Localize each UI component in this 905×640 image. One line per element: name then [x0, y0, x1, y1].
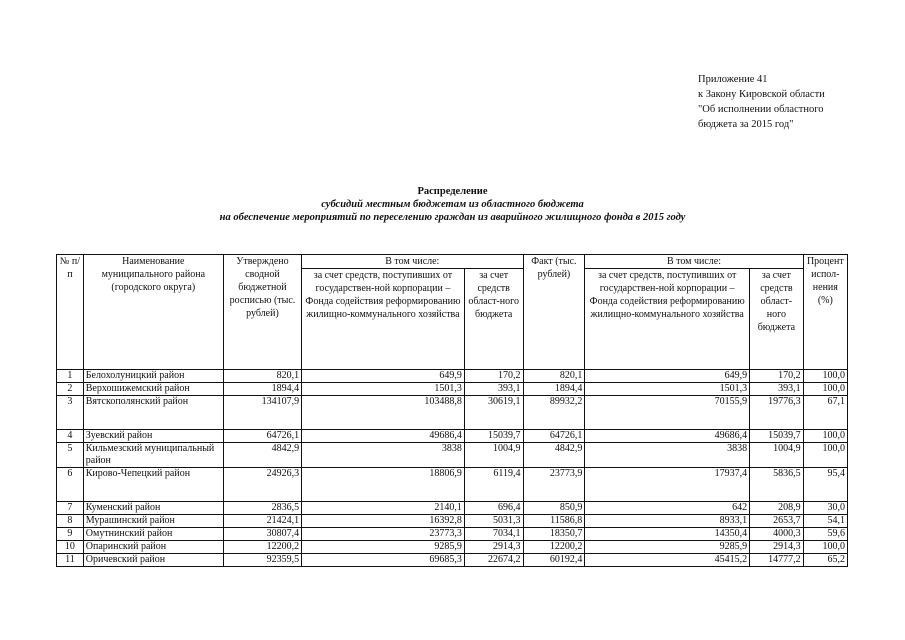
heading-title: Распределение — [417, 186, 488, 197]
col-header-approved: Утверждено сводной бюджетной росписью (тыс. рублей) — [223, 255, 301, 370]
cell-num: 11 — [57, 554, 84, 567]
table-row — [57, 383, 848, 396]
cell-approved: 4842,9 — [223, 443, 301, 468]
col-header-fund-actual: за счет средств, поступивших от государствен-ной корпорации – Фонда содействия реформированию жилищно-коммунального хозяйства — [585, 269, 750, 370]
cell-approved: 64726,1 — [223, 430, 301, 443]
cell-regional-approved: 696,4 — [464, 502, 523, 515]
cell-percent: 65,2 — [803, 554, 847, 567]
cell-percent: 100,0 — [803, 370, 847, 383]
cell-fund-actual: 642 — [585, 502, 750, 515]
cell-approved: 30807,4 — [223, 528, 301, 541]
cell-regional-actual: 19776,3 — [750, 396, 804, 430]
cell-approved: 24926,3 — [223, 468, 301, 502]
cell-regional-actual: 170,2 — [750, 370, 804, 383]
cell-num: 9 — [57, 528, 84, 541]
col-header-fund-approved: за счет средств, поступивших от государствен-ной корпорации – Фонда содействия реформированию жилищно-коммунального хозяйства — [302, 269, 465, 370]
cell-actual: 11586,8 — [523, 515, 585, 528]
table-row — [57, 541, 848, 554]
cell-approved: 92359,5 — [223, 554, 301, 567]
cell-percent: 30,0 — [803, 502, 847, 515]
cell-actual: 64726,1 — [523, 430, 585, 443]
cell-fund-approved: 23773,3 — [302, 528, 465, 541]
cell-fund-approved: 103488,8 — [302, 396, 465, 430]
appendix-line: бюджета за 2015 год" — [698, 119, 794, 130]
cell-approved: 21424,1 — [223, 515, 301, 528]
cell-num: 7 — [57, 502, 84, 515]
col-header-including-approved: В том числе: — [302, 255, 523, 269]
cell-percent: 100,0 — [803, 443, 847, 468]
cell-regional-actual: 14777,2 — [750, 554, 804, 567]
cell-regional-actual: 1004,9 — [750, 443, 804, 468]
heading-subtitle: субсидий местным бюджетам из областного бюджета — [321, 199, 584, 210]
col-header-including-actual: В том числе: — [585, 255, 803, 269]
cell-name: Зуевский район — [83, 430, 223, 443]
col-header-num: № п/п — [57, 255, 84, 370]
cell-fund-actual: 649,9 — [585, 370, 750, 383]
cell-regional-actual: 2914,3 — [750, 541, 804, 554]
cell-actual: 820,1 — [523, 370, 585, 383]
cell-num: 5 — [57, 443, 84, 468]
cell-percent: 54,1 — [803, 515, 847, 528]
cell-num: 4 — [57, 430, 84, 443]
table-row — [57, 370, 848, 383]
cell-approved: 12200,2 — [223, 541, 301, 554]
cell-actual: 60192,4 — [523, 554, 585, 567]
cell-regional-actual: 208,9 — [750, 502, 804, 515]
table-row — [57, 396, 848, 430]
cell-name: Белохолуницкий район — [83, 370, 223, 383]
cell-regional-actual: 393,1 — [750, 383, 804, 396]
cell-regional-approved: 5031,3 — [464, 515, 523, 528]
cell-actual: 89932,2 — [523, 396, 585, 430]
cell-actual: 850,9 — [523, 502, 585, 515]
table-row — [57, 515, 848, 528]
cell-num: 3 — [57, 396, 84, 430]
col-header-percent: Процент испол-нения (%) — [803, 255, 847, 370]
cell-fund-approved: 49686,4 — [302, 430, 465, 443]
cell-fund-actual: 14350,4 — [585, 528, 750, 541]
col-header-regional-approved: за счет средств област-ного бюджета — [464, 269, 523, 370]
cell-regional-actual: 4000,3 — [750, 528, 804, 541]
cell-fund-approved: 16392,8 — [302, 515, 465, 528]
appendix-line: к Закону Кировской области — [698, 89, 825, 100]
table-row — [57, 502, 848, 515]
cell-fund-actual: 8933,1 — [585, 515, 750, 528]
cell-regional-actual: 5836,5 — [750, 468, 804, 502]
appendix-line: Приложение 41 — [698, 74, 768, 85]
cell-approved: 820,1 — [223, 370, 301, 383]
appendix-note — [698, 72, 825, 132]
cell-name: Верхошижемский район — [83, 383, 223, 396]
cell-num: 2 — [57, 383, 84, 396]
cell-regional-approved: 2914,3 — [464, 541, 523, 554]
col-header-actual: Факт (тыс. рублей) — [523, 255, 585, 370]
cell-approved: 134107,9 — [223, 396, 301, 430]
cell-num: 10 — [57, 541, 84, 554]
cell-regional-approved: 6119,4 — [464, 468, 523, 502]
cell-fund-actual: 9285,9 — [585, 541, 750, 554]
cell-fund-approved: 649,9 — [302, 370, 465, 383]
cell-regional-actual: 15039,7 — [750, 430, 804, 443]
cell-regional-approved: 7034,1 — [464, 528, 523, 541]
cell-num: 1 — [57, 370, 84, 383]
cell-percent: 67,1 — [803, 396, 847, 430]
cell-fund-actual: 3838 — [585, 443, 750, 468]
cell-fund-approved: 9285,9 — [302, 541, 465, 554]
cell-regional-actual: 2653,7 — [750, 515, 804, 528]
cell-regional-approved: 15039,7 — [464, 430, 523, 443]
cell-fund-approved: 69685,3 — [302, 554, 465, 567]
cell-percent: 100,0 — [803, 383, 847, 396]
cell-fund-approved: 2140,1 — [302, 502, 465, 515]
document-heading — [0, 185, 905, 224]
cell-fund-actual: 70155,9 — [585, 396, 750, 430]
cell-percent: 59,6 — [803, 528, 847, 541]
cell-percent: 100,0 — [803, 541, 847, 554]
cell-actual: 12200,2 — [523, 541, 585, 554]
col-header-regional-actual: за счет средств област-ного бюджета — [750, 269, 804, 370]
table-row — [57, 430, 848, 443]
cell-name: Кильмезский муниципальный район — [83, 443, 223, 468]
cell-fund-actual: 45415,2 — [585, 554, 750, 567]
heading-purpose: на обеспечение мероприятий по переселению граждан из аварийного жилищного фонда в 2015 году — [219, 212, 686, 223]
cell-name: Опаринский район — [83, 541, 223, 554]
cell-name: Куменский район — [83, 502, 223, 515]
cell-num: 8 — [57, 515, 84, 528]
col-header-name: Наименование муниципального района (городского округа) — [83, 255, 223, 370]
cell-actual: 1894,4 — [523, 383, 585, 396]
cell-regional-approved: 170,2 — [464, 370, 523, 383]
cell-percent: 95,4 — [803, 468, 847, 502]
table-row — [57, 468, 848, 502]
cell-approved: 2836,5 — [223, 502, 301, 515]
cell-regional-approved: 393,1 — [464, 383, 523, 396]
cell-approved: 1894,4 — [223, 383, 301, 396]
cell-actual: 4842,9 — [523, 443, 585, 468]
cell-fund-approved: 3838 — [302, 443, 465, 468]
cell-percent: 100,0 — [803, 430, 847, 443]
cell-num: 6 — [57, 468, 84, 502]
cell-actual: 18350,7 — [523, 528, 585, 541]
cell-fund-actual: 49686,4 — [585, 430, 750, 443]
cell-name: Омутнинский район — [83, 528, 223, 541]
cell-name: Оричевский район — [83, 554, 223, 567]
cell-regional-approved: 22674,2 — [464, 554, 523, 567]
appendix-line: "Об исполнении областного — [698, 104, 824, 115]
cell-regional-approved: 30619,1 — [464, 396, 523, 430]
table-row — [57, 528, 848, 541]
cell-fund-actual: 17937,4 — [585, 468, 750, 502]
cell-name: Мурашинский район — [83, 515, 223, 528]
table-row — [57, 443, 848, 468]
cell-fund-approved: 1501,3 — [302, 383, 465, 396]
cell-regional-approved: 1004,9 — [464, 443, 523, 468]
cell-fund-approved: 18806,9 — [302, 468, 465, 502]
cell-fund-actual: 1501,3 — [585, 383, 750, 396]
cell-actual: 23773,9 — [523, 468, 585, 502]
cell-name: Вятскополянский район — [83, 396, 223, 430]
table-row — [57, 554, 848, 567]
cell-name: Кирово-Чепецкий район — [83, 468, 223, 502]
subsidy-table — [56, 254, 848, 567]
